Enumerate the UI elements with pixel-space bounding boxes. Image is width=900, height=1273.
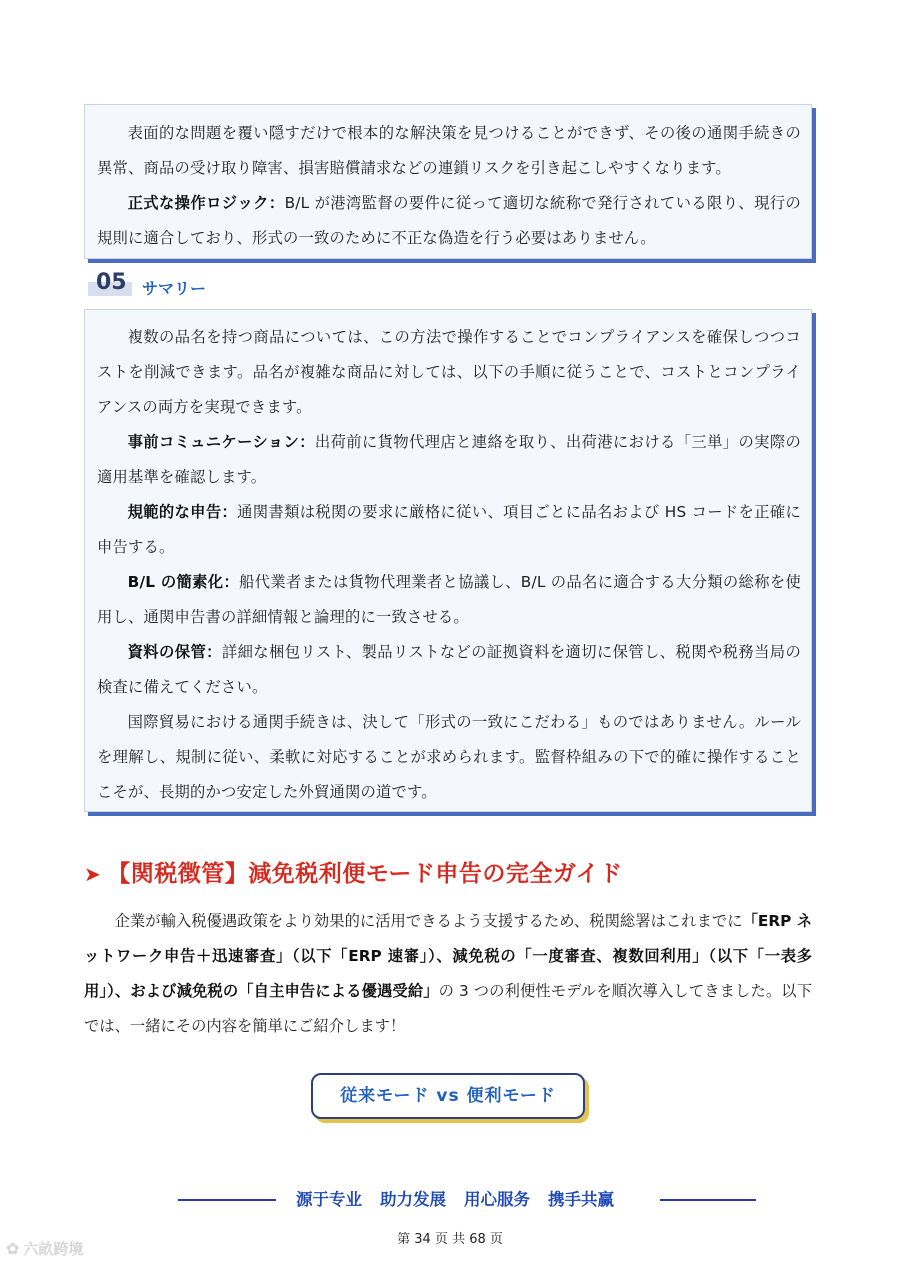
brand-logo-text: 六畝跨境: [23, 1240, 84, 1258]
slogan-item: 携手共赢: [548, 1190, 614, 1209]
comparison-badge: 従来モード vs 便利モード: [311, 1073, 585, 1119]
item-text: 通関書類は税関の要求に厳格に従い、項目ごとに品名および HS コードを正確に申告する。: [97, 503, 801, 556]
intro-bold: 「ERP ネットワーク申告＋迅速審査」（以下「ERP 速審」）、減免税の「一度審査、複数回利用」（以下「一表多用」）、および減免税の「自主申告による優遇受給」: [84, 912, 813, 1000]
bold-label: 資料の保管：: [127, 643, 222, 661]
slogan-item: 用心服务: [464, 1190, 530, 1209]
section-number: 05: [96, 270, 127, 295]
paragraph: 表面的な問題を覆い隠すだけで根本的な解決策を見つけることができず、その後の通関手続きの異常、商品の受け取り障害、損害賠償請求などの連鎖リスクを引き起こしやすくなります。: [97, 124, 801, 177]
list-item: [97, 495, 801, 565]
intro-text: の 3 つの利便性モデルを順次導入してきました。以下では、一緒にその内容を簡単にご紹介します！: [84, 982, 812, 1035]
list-item: [97, 635, 801, 705]
bold-label: 事前コミュニケーション：: [127, 433, 315, 451]
intro-text: 企業が輸入税優遇政策をより効果的に活用できるよう支援するため、税関総署はこれまでに: [114, 912, 743, 930]
callout-box-top: [84, 104, 812, 259]
section-title: サマリー: [142, 279, 207, 298]
paragraph-text: B/L が港湾監督の要件に従って適切な統称で発行されている限り、現行の規則に適合しており、形式の一致のために不正な偽造を行う必要はありません。: [97, 194, 801, 247]
slogan-item: 助力发展: [380, 1190, 446, 1209]
item-text: 船代業者または貨物代理業者と協議し、B/L の品名に適合する大分類の総称を使用し、通関申告書の詳細情報と論理的に一致させる。: [97, 573, 801, 626]
page-number: 第 34 页 共 68 页: [397, 1232, 503, 1247]
bold-label: B/L の簡素化：: [127, 573, 240, 591]
slogan-item: 源于专业: [296, 1190, 362, 1209]
paragraph: [97, 186, 801, 256]
article-heading-text: 【関税徴管】減免税利便モード申告の完全ガイド: [107, 861, 623, 887]
summary-box: [84, 309, 812, 812]
paragraph: 国際貿易における通関手続きは、決して「形式の一致にこだわる」ものではありません。ルールを理解し、規制に従い、柔軟に対応することが求められます。監督枠組みの下で的確に操作することこそが、長期的かつ安定した外貿通関の道です。: [97, 713, 801, 801]
bold-label: 正式な操作ロジック：: [127, 194, 285, 212]
article-heading: [84, 855, 623, 888]
brand-logo: [6, 1238, 83, 1259]
item-text: 詳細な梱包リスト、製品リストなどの証拠資料を適切に保管し、税関や税務当局の検査に備えてください。: [97, 643, 802, 696]
list-item: [97, 565, 801, 635]
intro-paragraph: [84, 904, 812, 1044]
footer-slogan: [296, 1186, 614, 1210]
bold-label: 規範的な申告：: [127, 503, 238, 521]
footer-divider-right: [660, 1199, 756, 1201]
footer-divider-left: [178, 1199, 276, 1201]
item-text: 出荷前に貨物代理店と連絡を取り、出荷港における「三単」の実際の適用基準を確認します。: [97, 433, 802, 486]
list-item: [97, 425, 801, 495]
brand-mark-icon: ✿: [6, 1239, 20, 1258]
arrow-icon: ➤: [84, 862, 102, 886]
paragraph: 複数の品名を持つ商品については、この方法で操作することでコンプライアンスを確保しつつコストを削減できます。品名が複雑な商品に対しては、以下の手順に従うことで、コストとコンプライアンスの両方を実現できます。: [97, 328, 801, 416]
